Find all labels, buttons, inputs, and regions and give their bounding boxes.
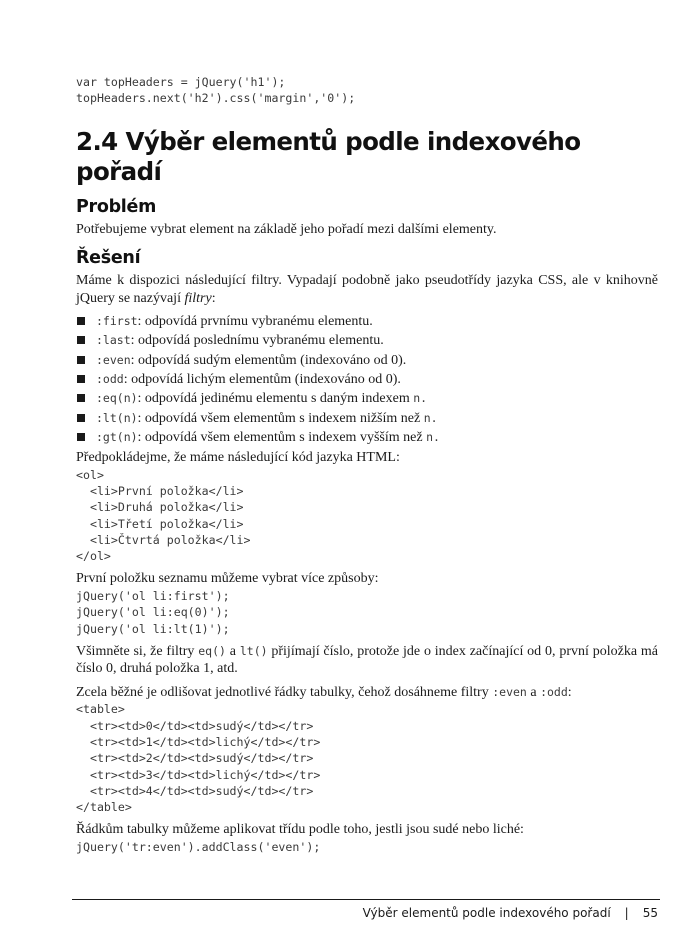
filter-description: : odpovídá lichým elementům (indexováno od 0). bbox=[123, 371, 401, 387]
list-item bbox=[76, 389, 658, 408]
inline-code-eq: eq() bbox=[198, 643, 226, 658]
problem-heading: Problém bbox=[76, 196, 157, 217]
filter-description: : odpovídá poslednímu vybranému elementu. bbox=[130, 333, 384, 349]
filter-code: :eq(n) bbox=[96, 391, 138, 406]
code-block-first-item: jQuery('ol li:first'); jQuery('ol li:eq(0)'); jQuery('ol li:lt(1)'); bbox=[76, 588, 230, 636]
section-title: 2.4 Výběr elementů podle indexového pořadí bbox=[76, 126, 581, 186]
filter-description: : odpovídá sudým elementům (indexováno od 0). bbox=[130, 352, 407, 368]
filter-code: :gt(n) bbox=[96, 429, 138, 444]
filter-code: :odd bbox=[96, 371, 124, 386]
note-text-part: přijímají číslo, protože jde o index začínající od 0, první položka má číslo 0, druhá položka 1, atd. bbox=[76, 643, 658, 677]
inline-code-even: :even bbox=[492, 684, 527, 699]
square-bullet-icon bbox=[77, 394, 85, 402]
filter-description: : odpovídá všem elementům s indexem nižším než bbox=[137, 410, 424, 426]
solution-intro-colon: : bbox=[211, 290, 216, 306]
list-item bbox=[76, 370, 658, 389]
note-text-part: a bbox=[225, 643, 240, 659]
page-footer bbox=[363, 906, 658, 920]
filter-param: n. bbox=[426, 429, 440, 444]
filter-param: n. bbox=[413, 391, 428, 406]
list-item bbox=[76, 312, 658, 331]
note-text bbox=[76, 643, 658, 678]
list-item bbox=[76, 409, 658, 428]
rows-text-part: Zcela běžné je odlišovat jednotlivé řádky tabulky, čehož dosáhneme filtry bbox=[76, 684, 493, 700]
class-text: Řádkům tabulky můžeme aplikovat třídu podle toho, jestli jsou sudé nebo liché: bbox=[76, 822, 524, 838]
filter-code: :last bbox=[96, 333, 131, 348]
footer-divider bbox=[72, 899, 660, 900]
square-bullet-icon bbox=[77, 336, 85, 344]
list-item bbox=[76, 331, 658, 350]
rows-text-part: : bbox=[567, 684, 572, 700]
square-bullet-icon bbox=[77, 356, 85, 364]
code-block-table: <table> <tr><td>0</td><td>sudý</td></tr> <tr><td>1</td><td>lichý</td></tr> <tr><td>2</td><td>sudý</td></tr> <tr><td>3</td><td>lichý</td></tr> <tr><td>4</td><td>sudý</td></tr> </table> bbox=[76, 702, 321, 815]
page-content bbox=[76, 74, 658, 855]
code-block-top: var topHeaders = jQuery('h1'); topHeaders.next('h2').css('margin','0'); bbox=[76, 75, 356, 106]
solution-intro-emphasis: filtry bbox=[184, 290, 212, 306]
list-item bbox=[76, 351, 658, 370]
running-footer-title: Výběr elementů podle indexového pořadí bbox=[362, 906, 611, 920]
square-bullet-icon bbox=[77, 433, 85, 441]
solution-intro bbox=[76, 272, 658, 307]
rows-text bbox=[76, 684, 658, 702]
filter-code: :first bbox=[96, 314, 138, 329]
solution-intro-text: Máme k dispozici následující filtry. Vypadají podobně jako pseudotřídy jazyka CSS, ale v knihovně jQuery se nazývají bbox=[76, 273, 658, 306]
filter-code: :lt(n) bbox=[96, 410, 138, 425]
inline-code-odd: :odd bbox=[540, 684, 568, 699]
filter-description: : odpovídá jedinému elementu s daným indexem bbox=[137, 391, 414, 407]
filter-code: :even bbox=[96, 352, 131, 367]
html-intro: Předpokládejme, že máme následující kód jazyka HTML: bbox=[76, 450, 400, 466]
filter-description: : odpovídá prvnímu vybranému elementu. bbox=[137, 314, 373, 330]
solution-heading: Řešení bbox=[76, 248, 141, 269]
code-block-add-class: jQuery('tr:even').addClass('even'); bbox=[76, 839, 321, 854]
list-item bbox=[76, 428, 658, 447]
filter-param: n. bbox=[423, 410, 438, 425]
inline-code-lt: lt() bbox=[239, 643, 268, 658]
rows-text-part: a bbox=[526, 684, 541, 700]
problem-text: Potřebujeme vybrat element na základě jeho pořadí mezi dalšími elementy. bbox=[76, 221, 497, 237]
square-bullet-icon bbox=[77, 414, 85, 422]
page-number: 55 bbox=[642, 906, 658, 920]
first-item-text: První položku seznamu můžeme vybrat více způsoby: bbox=[76, 571, 379, 587]
square-bullet-icon bbox=[77, 375, 85, 383]
footer-separator: | bbox=[624, 906, 629, 920]
filter-list bbox=[76, 312, 658, 447]
filter-description: : odpovídá všem elementům s indexem vyšším než bbox=[137, 429, 427, 445]
code-block-html: <ol> <li>První položka</li> <li>Druhá položka</li> <li>Třetí položka</li> <li>Čtvrtá položka</li> </ol> bbox=[76, 467, 251, 564]
note-text-part: Všimněte si, že filtry bbox=[76, 643, 199, 659]
square-bullet-icon bbox=[77, 317, 85, 325]
